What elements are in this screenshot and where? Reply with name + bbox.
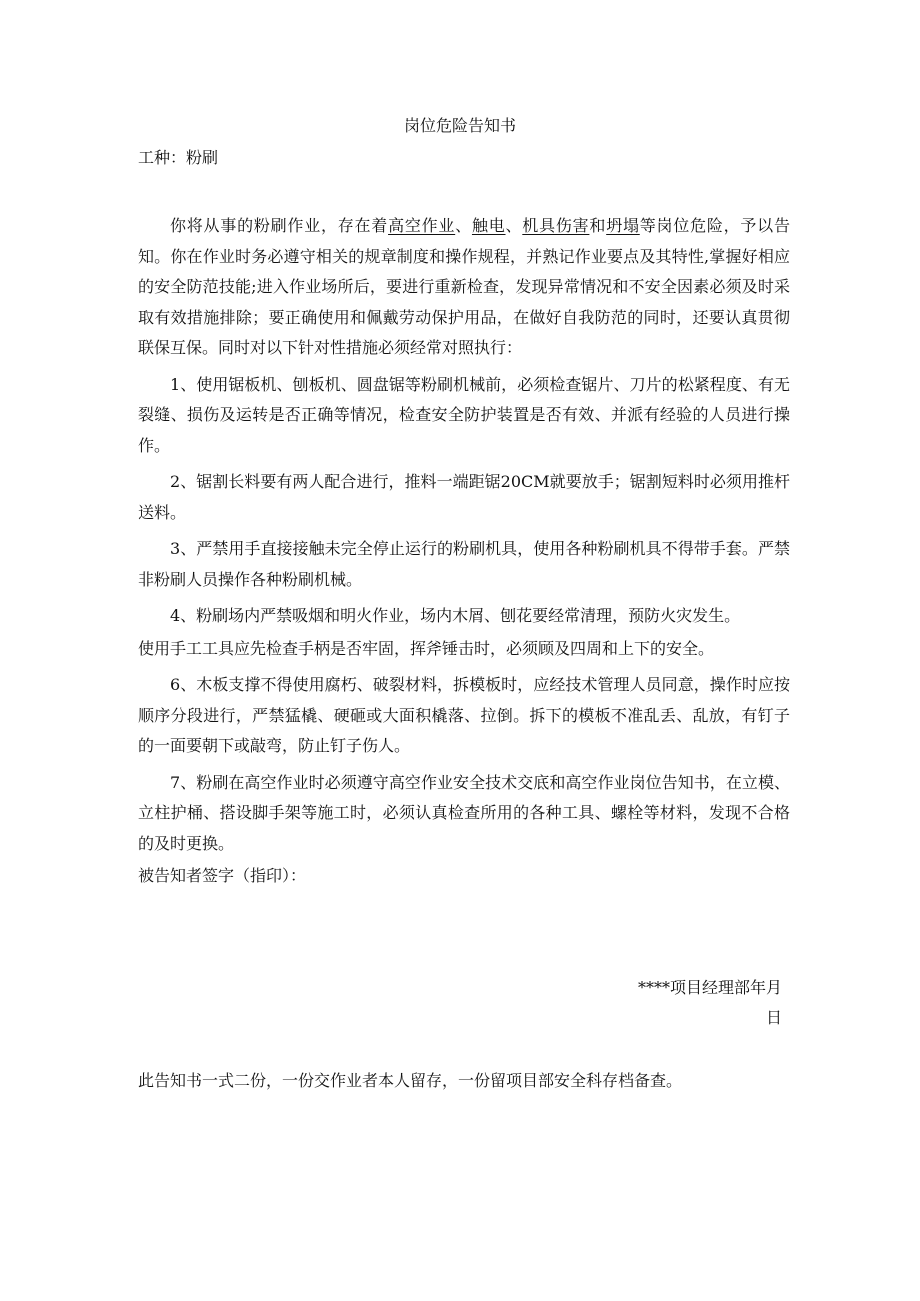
intro-paragraph xyxy=(138,211,790,364)
measure-item-3: 3、严禁用手直接接触未完全停止运行的粉刷机具，使用各种粉刷机具不得带手套。严禁非粉刷人员操作各种粉刷机械。 xyxy=(138,539,790,589)
hazard-high-altitude: 高空作业 xyxy=(388,216,456,235)
measure-item-6: 6、木板支撑不得使用腐朽、破裂材料，拆模板时，应经技术管理人员同意，操作时应按顺序分段进行，严禁猛橇、硬砸或大面积橇落、拉倒。拆下的模板不准乱丢、乱放，有钉子的一面要朝下或敲弯，防止钉子伤人。 xyxy=(138,675,790,755)
hazard-machine-injury: 机具伤害 xyxy=(522,216,590,235)
measure-item-1: 1、使用锯板机、刨板机、圆盘锯等粉刷机械前，必须检查锯片、刀片的松紧程度、有无裂缝、损伤及运转是否正确等情况，检查安全防护装置是否有效、并派有经验的人员进行操作。 xyxy=(138,374,790,455)
hazard-electric-shock: 触电 xyxy=(471,216,506,235)
department-line: ****项目经理部年月 xyxy=(637,978,782,997)
measure-item-4-continued: 使用手工工具应先检查手柄是否牢固，挥斧锤击时，必须顾及四周和上下的安全。 xyxy=(138,638,715,658)
measure-item-2: 2、锯割长料要有两人配合进行，推料一端距锯20CM就要放手；锯割短料时必须用推杆送料。 xyxy=(138,472,790,522)
hazard-collapse: 坍塌 xyxy=(606,216,640,235)
intro-separator: 、 xyxy=(505,216,523,235)
intro-text-start: 你将从事的粉刷作业，存在着 xyxy=(170,216,389,235)
document-title: 岗位危险告知书 xyxy=(403,116,516,135)
measure-item-7: 7、粉刷在高空作业时必须遵守高空作业安全技术交底和高空作业岗位告知书，在立模、立柱护桶、搭设脚手架等施工时，必须认真检查所用的各种工具、螺栓等材料，发现不合格的及时更换。 xyxy=(138,772,790,853)
intro-text-end: 等岗位危险，予以告知。你在作业时务必遵守相关的规章制度和操作规程，并熟记作业要点及其特性,掌握好相应的安全防范技能;进入作业场所后，要进行重新检查，发现异常情况和不安全因素必须及时采取有效措施排除；要正确使用和佩戴劳动保护用品，在做好自我防范的同时，还要认真贯彻联保互保。同时对以下针对性措施必须经常对照执行： xyxy=(138,216,790,357)
job-type-line: 工种：粉刷 xyxy=(138,148,219,167)
department-signature-block xyxy=(638,973,782,1033)
notice-body xyxy=(138,211,790,892)
intro-separator: 、 xyxy=(455,216,472,235)
measure-item-4: 4、粉刷场内严禁吸烟和明火作业，场内木屑、刨花要经常清理，预防火灾发生。 xyxy=(170,606,741,625)
footer-note: 此告知书一式二份，一份交作业者本人留存，一份留项目部安全科存档备查。 xyxy=(138,1071,683,1090)
day-line: 日 xyxy=(765,1008,782,1027)
intro-separator: 和 xyxy=(589,216,607,235)
signature-label: 被告知者签字（指印）： xyxy=(138,866,307,885)
